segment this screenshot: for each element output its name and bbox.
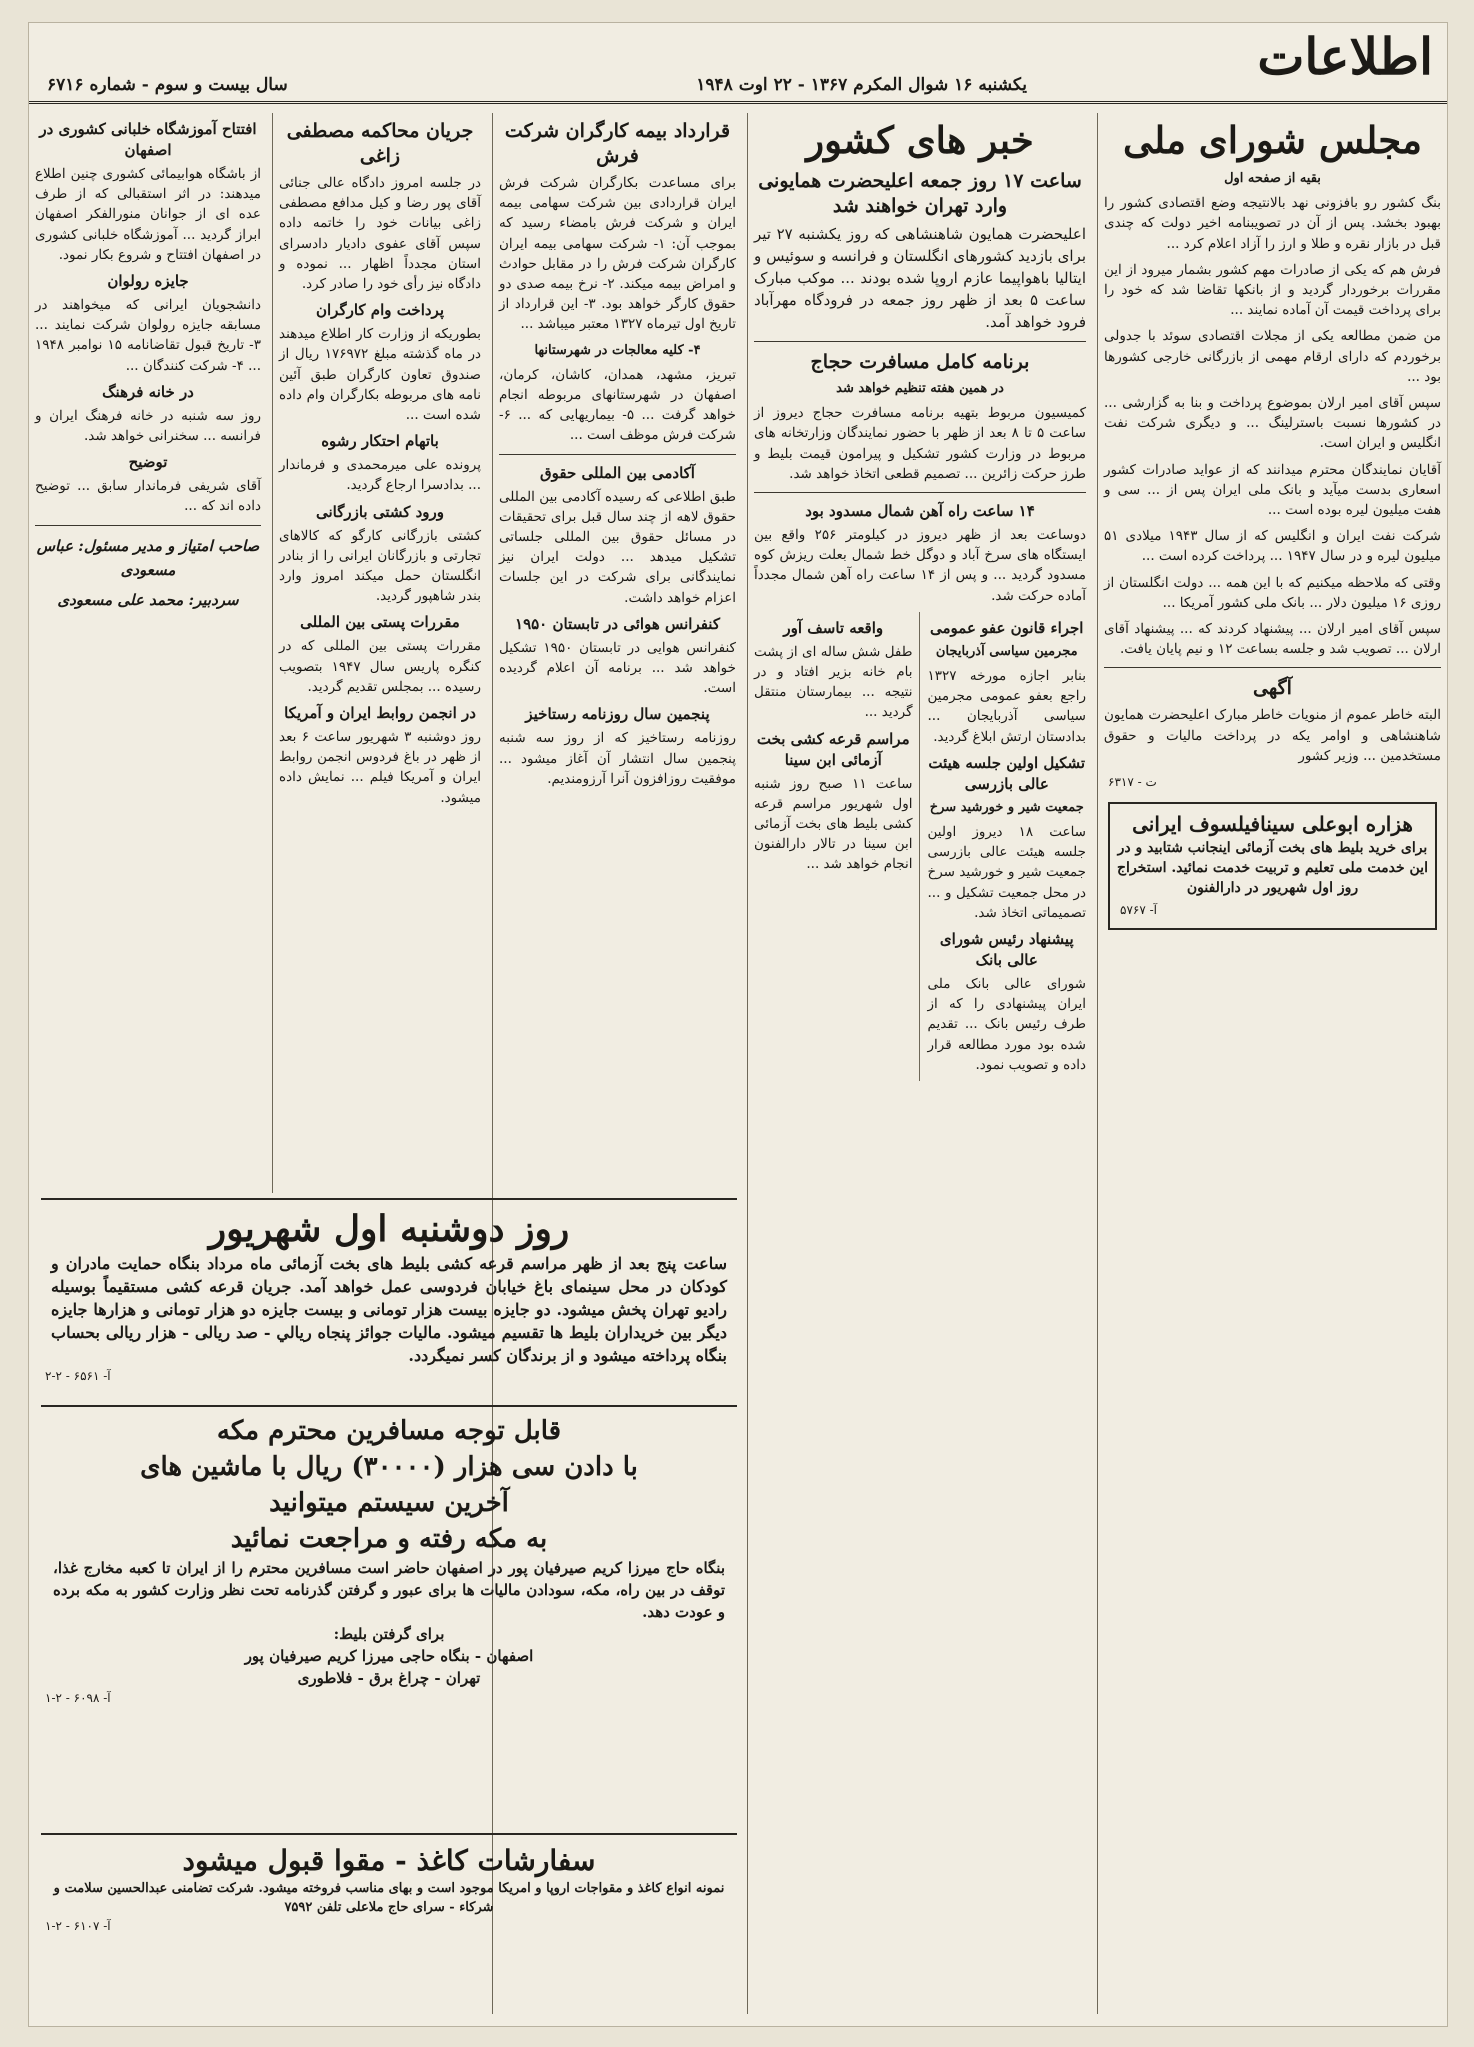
ship-headline: ورود کشتی بازرگانی — [315, 502, 445, 521]
notice-body: البته خاطر عموم از منویات خاطر مبارک اعلیحضرت همایون شاهنشاهی و اوامر یکه در پرداخت مالیات و حقوق مستخدمین ... وزیر کشور — [1104, 707, 1441, 764]
mecca-ad-tickets: برای گرفتن بلیط: — [333, 1625, 445, 1643]
clarification-body: آقای شریفی فرماندار سابق ... توضیح داده اند که ... — [35, 478, 261, 515]
lottery-announcement-code: آ- ۶۵۶۱ - ۲-۲ — [45, 1369, 111, 1383]
law-academy-body: طبق اطلاعی که رسیده آکادمی بین المللی حقوق لاهه از چند سال قبل برای تحقیقات در مسائل حقوق بین المللی جلساتی تشکیل میدهد ... دولت ایران نیز نمایندگانی برای شرکت در این جلسات اعزام خواهد داشت. — [499, 488, 736, 606]
insurance-body-2: تبریز، مشهد، همدان، کاشان، کرمان، اصفهان در شهرستانهای مربوطه انجام خواهد گرفت ... ۵- بیماریهایی که ... ۶- شرکت فرش موظف است ... — [499, 366, 736, 444]
lottery-announcement-title: روز دوشنبه اول شهریور — [208, 1208, 570, 1250]
two-column-block — [754, 612, 1086, 1081]
grief-body: طفل شش ساله ای از پشت بام خانه بزیر افتاد و در نتیجه ... بیمارستان منتقل گردید ... — [754, 643, 913, 721]
amnesty-body: بنابر اجازه مورخه ۱۳۲۷ راجع بعفو عمومی مجرمین سیاسی آذربایجان ... بدادستان ارتش ابلاغ گردید. — [927, 668, 1086, 745]
parliament-paragraph: شرکت نفت ایران و انگلیس که از سال ۱۹۴۳ میلادی ۵۱ میلیون لیره و در سال ۱۹۴۷ ... پرداخت کرده است ... — [1104, 528, 1441, 565]
parliament-headline: مجلس شورای ملی — [1122, 118, 1423, 162]
mecca-ad-title-4: به مکه رفته و مراجعت نمائید — [230, 1524, 548, 1554]
notice-heading: آگهی — [1253, 677, 1292, 700]
issue-number: سال بیست و سوم - شماره ۶۷۱۶ — [47, 75, 288, 95]
trial-headline: جریان محاکمه مصطفی زاغی — [286, 120, 474, 167]
rail-headline: ۱۴ ساعت راه آهن شمال مسدود بود — [805, 502, 1035, 521]
amnesty-subheadline: مجرمین سیاسی آذربایجان — [935, 643, 1078, 659]
divider — [754, 492, 1086, 493]
mecca-travel-ad — [41, 1413, 737, 1835]
lottery-announcement-body: ساعت پنج بعد از ظهر مراسم قرعه کشی بلیط های بخت آزمائی ماه مرداد بنگاه حمایت مادران و کودکان در محل سینمای باغ خیابان فردوسی عمل خواهد آمد. جریان قرعه کشی مستقیماً بوسیله رادیو تهران پخش میشود. دو جایزه بیست هزار تومانی و بیست جایزه دو هزار تومانی و هزارها جایزه دیگر بین خریداران بلیط ها تقسیم میشود. ماليات جوائز پنجاه ريالي - صد ریالی - هزار ریالی بحساب بنگاه پرداخته میشود و از برندگان کسر نمیگردد. — [51, 1254, 727, 1365]
bribery-body: پرونده علی میرمحمدی و فرماندار ... بدادسرا ارجاع گردید. — [279, 457, 481, 494]
divider — [1104, 667, 1441, 668]
publisher-signature: صاحب امتیاز و مدیر مسئول: عباس مسعودی — [36, 536, 260, 579]
culture-house-headline: در خانه فرهنگ — [102, 382, 194, 401]
mecca-ad-title-2: با دادن سی هزار (۳۰۰۰۰) ریال با ماشین های — [140, 1452, 638, 1482]
hajj-body: کمیسیون مربوط بتهیه برنامه مسافرت حجاج دیروز از ساعت ۵ تا ۸ بعد از ظهر با حضور نمایندگان وزارتخانه های مربوط در وزارت کشور تشکیل و پیرامون قیمت بلیط و طرز حرکت زائرین ... تصمیم قطعی اتخاذ خواهد شد. — [754, 405, 1086, 482]
paper-ad-body: نمونه انواع کاغذ و مقواجات اروپا و امریکا موجود است و بهای مناسب فروخته میشود. شرکت تضامنی عبدالحسین سلامت و شرکاء - سرای حاج ملاعلی تلفن ۷۵۹۲ — [53, 1881, 725, 1915]
avicenna-ad-code: آ- ۵۷۶۷ — [1120, 903, 1157, 918]
mecca-ad-code: آ- ۶۰۹۸ - ۲-۱ — [45, 1691, 111, 1705]
first-session-subheadline: جمعیت شیر و خورشید سرخ — [929, 799, 1084, 815]
first-session-body: ساعت ۱۸ دیروز اولین جلسه هیئت عالی بازرسی جمعیت شیر و خورشید سرخ در محل جمعیت تشکیل و ... تصمیماتی اتخاذ شد. — [927, 824, 1086, 921]
notice-code: ت - ۶۳۱۷ — [1108, 775, 1157, 790]
postal-headline: مقررات پستی بین المللی — [300, 613, 460, 632]
paper-supply-ad — [41, 1843, 737, 2014]
divider — [499, 454, 736, 455]
parliament-paragraph: فرش هم که یکی از صادرات مهم کشور بشمار میرود از این مقررات برخوردار گردید و از بانکها تقاضا شد که خود را برای پرداخت قیمت آن آماده نمایند ... — [1104, 261, 1441, 319]
anniversary-body: روزنامه رستاخیز که از روز سه شنبه پنجمین سال انتشار آن آغاز میشود ... موفقیت روزافزون آنرا آرزومندیم. — [499, 730, 736, 787]
column-court — [272, 113, 487, 1193]
culture-house-body: روز سه شنبه در خانه فرهنگ ایران و فرانسه ... سخنرانی خواهد شد. — [35, 407, 261, 445]
subcolumn — [754, 612, 920, 1081]
lottery-body: ساعت ۱۱ صبح روز شنبه اول شهریور مراسم قرعه کشی بلیط های بخت آزمائی ابن سینا در تالار دارالفنون انجام خواهد شد ... — [754, 775, 913, 873]
first-session-headline: تشکیل اولین جلسه هیئت عالی بازرسی — [928, 753, 1086, 793]
law-academy-headline: آکادمی بین المللی حقوق — [540, 463, 695, 482]
column-domestic-news — [747, 113, 1092, 2014]
prize-body: دانشجویان ایرانی که میخواهند در مسابقه جایزه رولوان شرکت نمایند ... ۳- تاریخ قبول تقاضانامه ۱۵ نوامبر ۱۹۴۸ ... ۴- شرکت کنندگان ... — [35, 297, 262, 374]
parliament-paragraph: بنگ کشور رو بافزونی نهد بالانتیجه وضع اقتصادی کشور را بهبود بخشد. پس از آن در تصویبنامه اخیر دولت که چندی قبل در بازار نقره و طلا و ارز را آزاد اعلام کرد ... — [1104, 195, 1441, 252]
lottery-headline: مراسم قرعه کشی بخت آزمائی ابن سینا — [756, 729, 910, 769]
paper-ad-code: آ- ۶۱۰۷ - ۲-۱ — [45, 1919, 111, 1933]
subcolumn — [928, 612, 1087, 1081]
bribery-headline: باتهام احتکار رشوه — [321, 432, 439, 451]
conference-body: کنفرانس هوایی در تابستان ۱۹۵۰ تشکیل خواهد شد ... برنامه آن اعلام گردیده است. — [499, 639, 736, 697]
grief-headline: واقعه تاسف آور — [783, 618, 884, 637]
parliament-paragraph: سپس آقای امیر ارلان ... پیشنهاد کردند که ... پیشنهاد آقای ارلان ... تصویب شد و جلسه بساعت ۱۲ و نیم پایان یافت. — [1104, 621, 1441, 658]
lead-story-headline: ساعت ۱۷ روز جمعه اعلیحضرت همایونی وارد تهران خواهند شد — [758, 170, 1082, 217]
dateline: یکشنبه ۱۶ شوال المکرم ۱۳۶۷ - ۲۲ اوت ۱۹۴۸ — [696, 75, 1027, 95]
masthead-bar — [29, 23, 1447, 104]
insurance-subheading: ۴- کلیه معالجات در شهرستانها — [534, 342, 701, 358]
parliament-subtitle: بقیه از صفحه اول — [1224, 171, 1321, 186]
parliament-paragraph: من ضمن مطالعه یکی از مجلات اقتصادی سوئد با جدولی برخوردم که دارای ارقام مهمی از بازرگانی خارجی کشورها بود ... — [1104, 328, 1441, 385]
iran-america-body: روز دوشنبه ۳ شهریور ساعت ۶ بعد از ظهر در باغ فردوس انجمن روابط ایران و آمریکا فیلم ... نمایش داده میشود. — [279, 729, 481, 806]
workers-loan-headline: پرداخت وام کارگران — [316, 301, 444, 320]
aviation-school-headline: افتتاح آموزشگاه خلبانی کشوری در اصفهان — [39, 120, 257, 159]
column-parliament — [1097, 113, 1447, 2014]
divider — [35, 525, 261, 526]
anniversary-headline: پنجمین سال روزنامه رستاخیز — [525, 705, 710, 724]
newspaper-page — [28, 22, 1448, 2027]
avicenna-ad-body: برای خرید بلیط های بخت آزمائی اینجانب شتابید و در این خدمت ملی تعلیم و تربیت خدمت نمائید. استخراج روز اول شهریور در دارالفنون — [1117, 840, 1428, 897]
lottery-announcement — [41, 1198, 737, 1407]
newspaper-masthead: اطلاعات — [1257, 27, 1433, 86]
parliament-paragraph: وقتی که ملاحظه میکنیم که با این همه ... دولت انگلستان از روزی ۱۶ میلیون دلار ... بانک ملی کشور آمریکا ... — [1104, 574, 1441, 611]
column-aviation — [29, 113, 267, 1193]
council-headline: پیشنهاد رئیس شورای عالی بانک — [939, 930, 1074, 970]
avicenna-ad-box — [1108, 802, 1437, 930]
mecca-ad-title-3: آخرین سیستم میتوانید — [269, 1488, 509, 1518]
hajj-headline: برنامه کامل مسافرت حجاج — [810, 351, 1030, 373]
avicenna-ad-title: هزاره ابوعلی سینافیلسوف ایرانی — [1132, 812, 1413, 837]
mecca-ad-body: بنگاه حاج میرزا کریم صیرفیان پور در اصفهان حاضر است مسافرین محترم را از ایران تا کعبه مخارج غذا، توقف در بین راه، مکه، سودادن مالیات ها برای عبور و گرفتن گذرنامه تحت نظر وزارت کشور به مکه برده و عودت دهد. — [53, 1559, 725, 1621]
paper-ad-title: سفارشات کاغذ - مقوا قبول میشود — [182, 1844, 596, 1877]
workers-loan-body: بطوریکه از وزارت کار اطلاع میدهند در ماه گذشته مبلغ ۱۷۶۹۷۲ ریال از صندوق تعاون کارگران طبق آئین نامه های مربوطه بکارگران وام داده شده است ... — [279, 326, 481, 424]
amnesty-headline: اجراء قانون عفو عمومی — [930, 618, 1084, 637]
lead-story-body: اعلیحضرت همایون شاهنشاهی که روز یکشنبه ۲۷ تیر برای بازدید کشورهای انگلستان و فرانسه و سوئیس و ایتالیا باهواپیما عازم اروپا شده بودند ... موکب مبارک ساعت ۵ بعد از ظهر روز جمعه در فرودگاه مهرآباد فرود خواهد آمد. — [754, 225, 1087, 331]
insurance-body: برای مساعدت بکارگران شرکت فرش ایران قراردادی بین شرکت سهامی بیمه ایران و شرکت فرش بامضاء رسید که بموجب آن: ۱- شرکت سهامی بیمه ایران کارگران شرکت فرش را در مقابل حوادث و امراض بیمه میکند. ۲- نرخ بیمه صدی دو حقوق کارگر خواهد بود. ۳- این قرارداد از تاریخ اول تیرماه ۱۳۲۷ معتبر میباشد ... — [499, 175, 737, 333]
mecca-ad-address-2: تهران - چراغ برق - فلاطوری — [297, 1669, 481, 1687]
mecca-ad-address-1: اصفهان - بنگاه حاجی میرزا کریم صیرفیان پور — [244, 1647, 534, 1665]
prize-headline: جایزه رولوان — [107, 272, 189, 291]
parliament-paragraph: سپس آقای امیر ارلان بموضوع پرداخت و بنا به گزارشی ... در کشورها نسبت باسترلینگ ... و دیگری شرکت نفت انگلیس و ایران است. — [1104, 395, 1441, 452]
hajj-subheadline: در همین هفته تنظیم خواهد شد — [836, 381, 1004, 396]
mecca-ad-title-1: قابل توجه مسافرین محترم مکه — [216, 1416, 562, 1446]
postal-body: مقررات پستی بین المللی که در کنگره پاریس سال ۱۹۴۷ بتصویب رسیده ... بمجلس تقدیم گردید. — [279, 638, 481, 695]
editor-signature: سردبیر: محمد علی مسعودی — [57, 590, 239, 609]
iran-america-headline: در انجمن روابط ایران و آمریکا — [284, 704, 476, 723]
clarification-headline: توضیح — [128, 453, 168, 472]
conference-headline: کنفرانس هوائی در تابستان ۱۹۵۰ — [515, 614, 720, 633]
domestic-news-headline: خبر های کشور — [806, 118, 1034, 162]
trial-body: در جلسه امروز دادگاه عالی جنائی آقای پور رضا و کیل مدافع مصطفی زاغی بیانات خود را خاتمه داده سپس آقای عفوی دادیار دادسرای استان مجدداً اظهار ... نموده و دادگاه نیز رأی خود را صادر کرد. — [279, 175, 481, 293]
aviation-school-body: از باشگاه هوابیمائی کشوری چنین اطلاع میدهند: در اثر استقبالی که از طرف عده ای از جوانان منورالفکر اصفهان ابراز گردید ... آموزشگاه خلبانی کشوری در اصفهان افتتاح و شروع بکار نمود. — [35, 166, 261, 263]
parliament-paragraph: آقایان نمایندگان محترم میدانند که از عواید صادرات کشور اسعاری بدست میآید و بانک ملی ایران پس از ... سی و هفت میلیون لیره بوده است ... — [1104, 461, 1441, 519]
divider — [754, 341, 1086, 342]
council-body: شورای عالی بانک ملی ایران پیشنهادی را که از طرف رئیس بانک ... تقدیم شده بود مورد مطالعه قرار داده و تصویب نمود. — [927, 976, 1086, 1073]
insurance-headline: قرارداد بیمه کارگران شرکت فرش — [504, 120, 731, 167]
rail-body: دوساعت بعد از ظهر دیروز در کیلومتر ۲۵۶ واقع بین ایستگاه های سرخ آباد و دوگل خط شمال بعلت ریزش کوه مسدود گردید ... و پس از ۱۴ ساعت راه آهن شمال مجدداً آماده حرکت شد. — [754, 527, 1086, 604]
ship-body: کشتی بازرگانی کارگو که کالاهای تجارتی و بازرگانان ایرانی را از بنادر انگلستان حمل میکند امروز وارد بندر شاهپور گردید. — [279, 527, 481, 605]
